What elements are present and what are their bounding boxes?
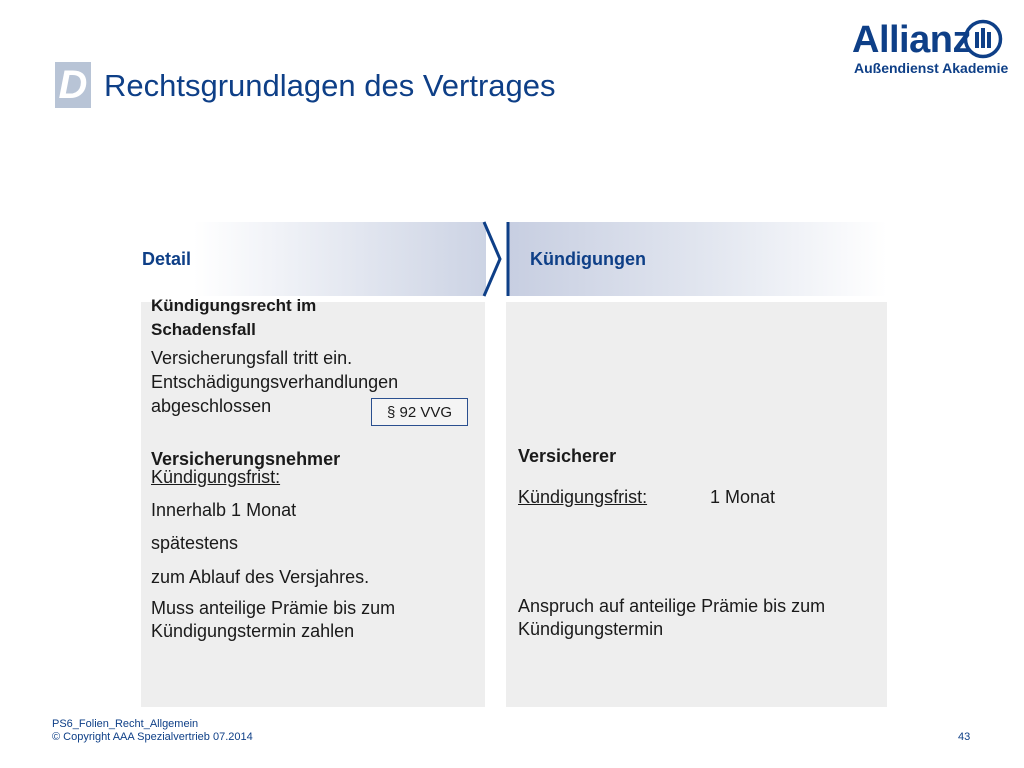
law-reference-badge: § 92 VVG <box>371 398 468 426</box>
right-note-line2: Kündigungstermin <box>518 619 664 639</box>
left-desc-line2: Entschädigungsverhandlungen <box>151 372 399 392</box>
left-desc-line3: abgeschlossen <box>151 396 272 416</box>
page-title: Rechtsgrundlagen des Vertrages <box>104 68 556 103</box>
tab-detail-label: Detail <box>142 249 192 269</box>
right-note-line1: Anspruch auf anteilige Prämie bis zum <box>518 596 826 616</box>
allianz-eagle-icon <box>963 19 1003 59</box>
section-badge-letter: D <box>58 63 88 107</box>
chevron-right-icon <box>480 220 516 298</box>
left-note-line1: Muss anteilige Prämie bis zum <box>151 598 396 618</box>
right-party-label: Versicherer <box>518 446 617 466</box>
left-heading-line2: Schadensfall <box>151 320 256 339</box>
footer-copyright: © Copyright AAA Spezialvertrieb 07.2014 <box>52 731 253 743</box>
logo-subtitle: Außendienst Akademie <box>854 60 1009 76</box>
left-party-label: Versicherungsnehmer <box>151 449 341 469</box>
section-badge <box>55 62 91 108</box>
left-desc-line1: Versicherungsfall tritt ein. <box>151 348 353 368</box>
left-note-line2: Kündigungstermin zahlen <box>151 621 355 641</box>
right-frist-value: 1 Monat <box>710 487 776 507</box>
tab-kuendigungen-label: Kündigungen <box>530 249 646 269</box>
left-frist-label: Kündigungsfrist: <box>151 467 281 487</box>
allianz-logo-wordmark: Allianz <box>852 19 971 61</box>
footer-filename: PS6_Folien_Recht_Allgemein <box>52 718 199 730</box>
tab-detail <box>142 222 486 296</box>
left-frist-line3: zum Ablauf des Versjahres. <box>151 567 370 587</box>
left-heading-line1: Kündigungsrecht im <box>151 296 317 315</box>
left-frist-line1: Innerhalb 1 Monat <box>151 500 297 520</box>
page-number: 43 <box>958 731 971 743</box>
left-frist-line2: spätestens <box>151 533 239 553</box>
right-frist-label: Kündigungsfrist: <box>518 487 648 507</box>
